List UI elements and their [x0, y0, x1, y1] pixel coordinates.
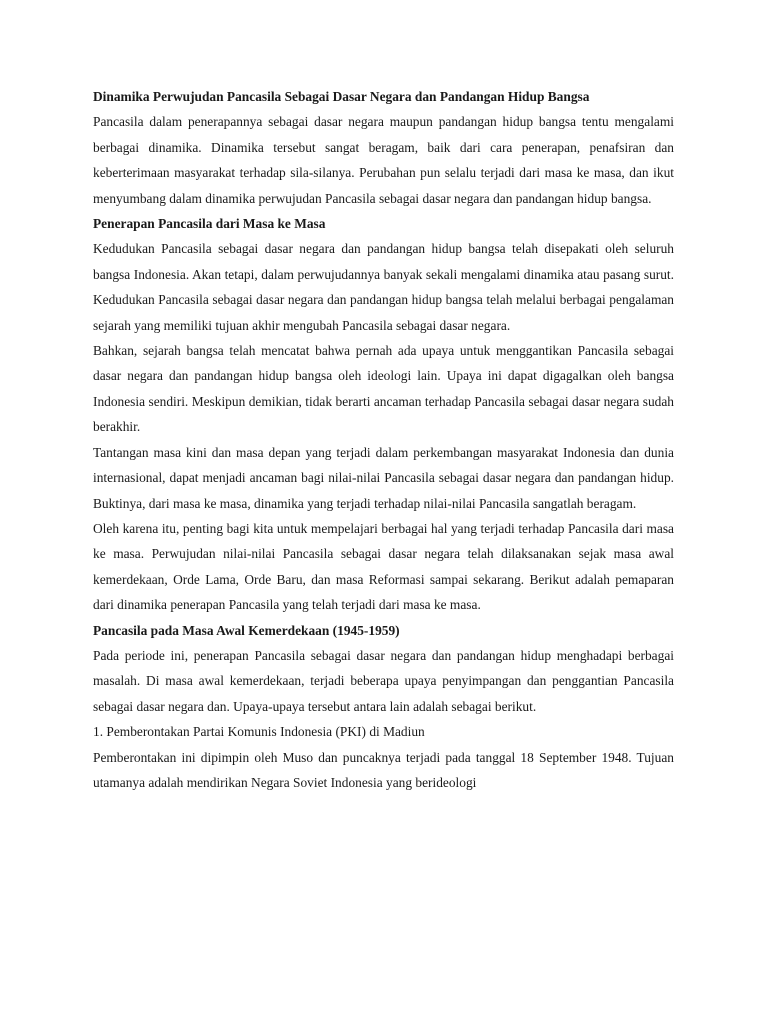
paragraph-periode: Pada periode ini, penerapan Pancasila sebagai dasar negara dan pandangan hidup menghadapi berbagai masalah. Di masa awal kemerdekaan, terjadi beberapa upaya penyimpangan dan penggantian Pancasila sebagai dasar negara dan. Upaya-upaya tersebut antara lain adalah sebagai berikut.	[93, 647, 674, 714]
paragraph-bahkan: Bahkan, sejarah bangsa telah mencatat bahwa pernah ada upaya untuk menggantikan Pancasila sebagai dasar negara dan pandangan hidup bangsa oleh ideologi lain. Upaya ini dapat digagalkan oleh bangsa Indonesia sendiri. Meskipun demikian, tidak berarti ancaman terhadap Pancasila sebagai dasar negara sudah berakhir.	[93, 343, 674, 435]
list-item-pki-madiun: 1. Pemberontakan Partai Komunis Indonesia (PKI) di Madiun	[93, 724, 425, 740]
paragraph-pemberontakan: Pemberontakan ini dipimpin oleh Muso dan puncaknya terjadi pada tanggal 18 September 1948. Tujuan utamanya adalah mendirikan Negara Soviet Indonesia yang berideologi	[93, 749, 674, 790]
paragraph-oleh-karena: Oleh karena itu, penting bagi kita untuk mempelajari berbagai hal yang terjadi terhadap Pancasila dari masa ke masa. Perwujudan nilai-nilai Pancasila sebagai dasar negara telah dilaksanakan sejak masa awal kemerdekaan, Orde Lama, Orde Baru, dan masa Reformasi sampai sekarang. Berikut adalah pemaparan dari dinamika penerapan Pancasila yang telah terjadi dari masa ke masa.	[93, 520, 674, 613]
document-body	[93, 84, 674, 795]
doc-title: Dinamika Perwujudan Pancasila Sebagai Dasar Negara dan Pandangan Hidup Bangsa	[93, 89, 590, 104]
section-heading-awal-kemerdekaan: Pancasila pada Masa Awal Kemerdekaan (1945-1959)	[93, 622, 400, 638]
intro-paragraph: Pancasila dalam penerapannya sebagai dasar negara maupun pandangan hidup bangsa tentu mengalami berbagai dinamika. Dinamika tersebut sangat beragam, baik dari cara penerapan, penafsiran dan keberterimaan masyarakat terhadap sila-silanya. Perubahan pun selalu terjadi dari masa ke masa, dan ikut menyumbang dalam dinamika perwujudan Pancasila sebagai dasar negara dan pandangan hidup bangsa.	[93, 114, 674, 206]
paragraph-tantangan: Tantangan masa kini dan masa depan yang terjadi dalam perkembangan masyarakat Indonesia dan dunia internasional, dapat menjadi ancaman bagi nilai-nilai Pancasila sebagai dasar negara dan pandangan hidup. Buktinya, dari masa ke masa, dinamika yang terjadi terhadap nilai-nilai Pancasila sangatlah beragam.	[93, 444, 674, 511]
paragraph-kedudukan: Kedudukan Pancasila sebagai dasar negara dan pandangan hidup bangsa telah disepakati oleh seluruh bangsa Indonesia. Akan tetapi, dalam perwujudannya banyak sekali mengalami dinamika atau pasang surut. Kedudukan Pancasila sebagai dasar negara dan pandangan hidup bangsa telah melalui berbagai pengalaman sejarah yang memiliki tujuan akhir mengubah Pancasila sebagai dasar negara.	[93, 241, 674, 333]
section-heading-penerapan: Penerapan Pancasila dari Masa ke Masa	[93, 216, 326, 232]
